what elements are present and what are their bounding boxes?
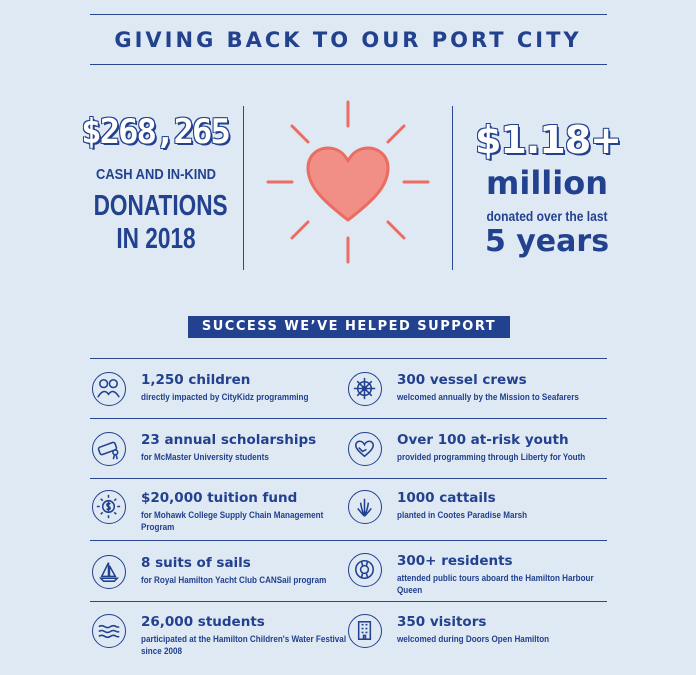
item-desc: provided programming through Liberty for Youth [397,452,586,462]
water-waves-icon [92,614,126,648]
item-desc: welcomed during Doors Open Hamilton [397,634,550,644]
life-ring-icon [348,553,382,587]
row-rule-1 [90,358,607,359]
item-title: Over 100 at-risk youth [397,432,569,448]
building-icon [348,614,382,648]
item-desc: planted in Cootes Paradise Marsh [397,510,528,520]
header-bottom-rule [90,64,607,65]
divider-left [243,106,244,270]
cash-in-kind-label: CASH AND IN-KIND [96,166,216,183]
item-title: 23 annual scholarships [141,432,317,448]
donations-year-label [93,190,228,256]
item-title: 8 suits of sails [141,555,251,571]
five-year-amount: $1.18+ [474,118,622,162]
page-title: GIVING BACK TO OUR PORT CITY [114,28,582,52]
children-icon [92,372,126,406]
divider-right [452,106,453,270]
row-rule-3 [90,478,607,479]
item-desc: participated at the Hamilton Children's Water Festival since 2008 [141,634,347,656]
donated-over-label: donated over the last [486,208,608,224]
item-desc: for Royal Hamilton Yacht Club CANSail program [141,575,327,585]
row-rule-2 [90,418,607,419]
item-title: 300+ residents [397,553,513,569]
heart-rays-icon [262,96,434,268]
item-title: 350 visitors [397,614,487,630]
item-desc: directly impacted by CityKidz programming [141,392,309,402]
coin-icon [92,490,126,524]
heart-hands-icon [348,432,382,466]
sailboat-icon [92,555,126,589]
item-title: $20,000 tuition fund [141,490,298,506]
donation-amount: $268,265 [81,112,229,152]
item-title: 26,000 students [141,614,265,630]
item-title: 1000 cattails [397,490,496,506]
item-title: 1,250 children [141,372,251,388]
item-desc: for McMaster University students [141,452,269,462]
row-rule-5 [90,601,607,602]
item-title: 300 vessel crews [397,372,527,388]
years-label: 5 years [484,224,610,259]
item-desc: for Mohawk College Supply Chain Management Program [141,510,324,532]
row-rule-4 [90,540,607,541]
section-banner: SUCCESS WE’VE HELPED SUPPORT [188,316,510,338]
ship-wheel-icon [348,372,382,406]
donations-line-2: IN 2018 [116,223,196,255]
diploma-icon [92,432,126,466]
cattail-icon [348,490,382,524]
donations-line-1: DONATIONS [93,190,228,222]
item-desc: welcomed annually by the Mission to Seafarers [397,392,579,402]
million-label: million [486,164,608,202]
header-top-rule [90,14,607,15]
item-desc: attended public tours aboard the Hamilton Harbour Queen [397,573,594,595]
